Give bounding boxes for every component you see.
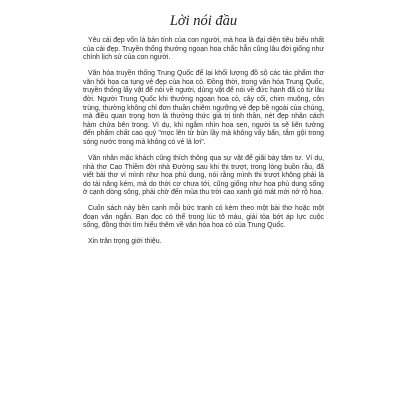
page-title: Lời nói đầu [169,13,238,29]
paragraph-4: Cuốn sách này bên cạnh mỗi bức tranh có kèm theo một bài thơ hoặc một đoạn văn ngắn. Bạn đọc có thể trong lúc tô màu, giải tỏa bớt áp lực cuộc sống, đồng thời tìm hiểu thêm về văn hóa hoa cỏ của Trung Quốc. [83,205,324,230]
preface-body [83,37,324,247]
paragraph-3: Văn nhân mặc khách cũng thích thông qua sự vật để giãi bày tâm tư. Ví dụ, nhà thơ Cao Thiềm đời nhà Đường sau khi thi trượt, trong lòng buồn rầu, đã viết bài thơ ví mình như hoa phù dung, nói rằng mình thi trượt không phải là do tài năng kém, mà do thời cơ chưa tới, cũng giống như hoa phù dung sống ở cạnh dòng sông, phải chờ đến mùa thu trời cao xanh gió mát mới nở rộ hoa. [83,154,324,197]
paragraph-2: Văn hóa truyền thống Trung Quốc để lại khối lượng đồ sộ các tác phẩm thơ văn hội họa ca tụng vẻ đẹp của hoa cỏ. Đồng thời, trong văn hóa Trung Quốc, truyền thống lấy vật để nói về người, dùng vật để nói về đức hạnh đã có từ lâu đời. Người Trung Quốc khi thưởng ngoạn hoa cỏ, cây cối, chim muông, côn trùng, thường không chỉ đơn thuần chiêm ngưỡng vẻ đẹp bề ngoài của chúng, mà điều quan trọng hơn là thưởng thức giá trị tinh thần, nét đẹp nhân cách hàm chứa bên trong. Ví dụ, khi ngắm nhìn hoa sen, người ta sẽ liên tưởng đến phẩm chất cao quý "mọc lên từ bùn lầy mà không vấy bẩn, tắm gội trong sóng nước trong mà không có vẻ lả lơi". [83,70,324,146]
paragraph-5: Xin trân trọng giới thiệu. [88,238,162,246]
paragraph-1: Yêu cái đẹp vốn là bản tính của con người, mà hoa là đại diện tiêu biểu nhất của cái đẹp. Truyền thống thưởng ngoạn hoa chắc hẳn cũng lâu đời giống như chính lịch sử của con người. [83,37,324,62]
